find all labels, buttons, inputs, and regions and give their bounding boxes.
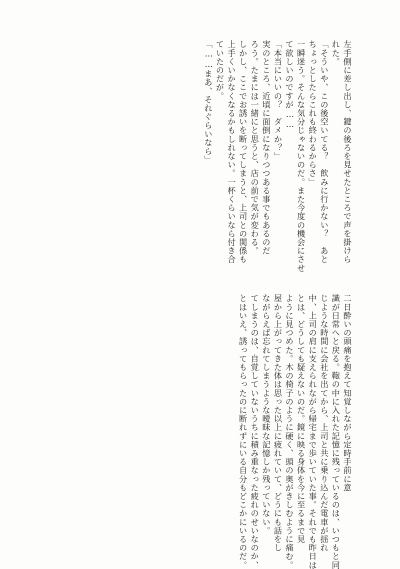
text-block-upper (60, 40, 352, 292)
text-column: 「……まあ、それぐらいなら」 (203, 40, 214, 164)
text-column: 実のところ、近頃に面倒になりつつある事でもあるのだ (261, 40, 272, 255)
text-column: とは、どうしても疑えないのだ。鏡に映る身体を今に至るまで見 (296, 294, 307, 544)
text-column: とはいえ、誘ってもらったのに断れずにいる自分もどこかにいるのだ。 (238, 294, 249, 569)
text-column: 「本当にいいの？ ダメか？」 (273, 40, 284, 161)
text-block-lower (60, 294, 353, 569)
text-column: てしまうのは、自覚していないうちに積み重なった疲れのせいなのか、 (250, 294, 261, 569)
text-column: 二日酔いの頭痛を抱えて知覚しながら定時手前に意 (343, 294, 353, 492)
text-column: 上手くいかなくなるかもしれない。一杯くらいなら付き合 (227, 40, 238, 264)
text-column: ながらえば忘れてしまうような曖昧な記憶しか残っていない。 (261, 294, 272, 535)
text-column: 左手側に差し出し、鍵の後ろを見せたところで声を掛けら (343, 40, 353, 264)
text-column: ように見つめた。木の椅子のように硬く、頭の奥がきしむように痛む。 (285, 294, 296, 569)
text-column: 屋から上がってきた体は思った以上に疲れていて、どうにも話をし (273, 294, 284, 552)
text-column: じような時間に会社を出てから、上司と共に乗り込んだ電車が揺れ (319, 294, 330, 552)
text-column: 「そういや、この後空いてる？ 飲みに行かない？ あと (319, 40, 330, 264)
text-column: 一瞬迷う。そんな気分じゃないのだ。また今度の機会にさせ (296, 40, 307, 273)
text-column: て欲しいのですが…… (285, 40, 296, 130)
text-column: しかし、ここでお誘いを断ってしまうと、上司との関係も (238, 40, 249, 264)
text-column: 中、上司の肩に支えられながら帰宅まで歩いていた事。それでも昨日は (308, 294, 319, 569)
text-column: ちょっとしたらこれも終わるからさ」 (308, 40, 319, 187)
text-column: れた。 (331, 40, 342, 66)
text-column: 識が日常へと戻る。鞄の中に入れた記憶に残っているのは、いつもと同 (331, 294, 342, 569)
text-column: ろう。たまには一緒にと思うと、店の前で気が変わる。 (250, 40, 261, 255)
text-column: ていたのだが。 (215, 40, 226, 101)
